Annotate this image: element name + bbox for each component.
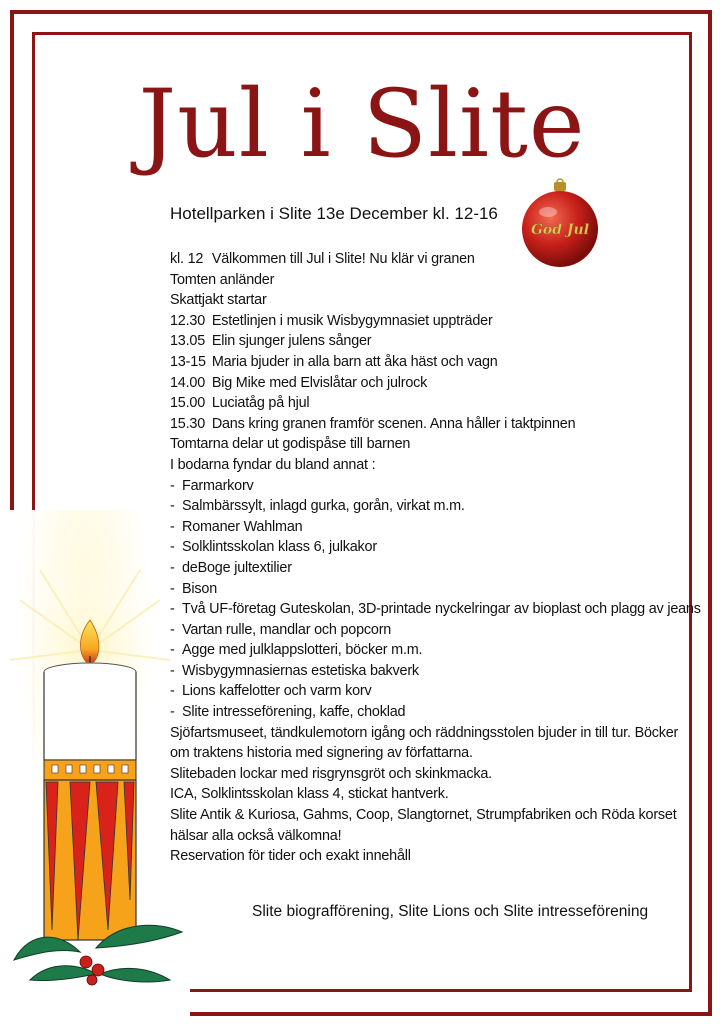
program-time: 13.05 — [170, 333, 206, 350]
program-row — [170, 331, 680, 352]
stall-text: Farmarkorv — [182, 477, 254, 494]
note-line: ICA, Solklintsskolan klass 4, stickat hantverk. — [170, 786, 449, 803]
program-row — [170, 352, 680, 373]
program-text: Luciatåg på hjul — [211, 395, 310, 412]
program-text: Tomtarna delar ut godispåse till barnen — [170, 436, 411, 453]
stall-item: - Salmbärssylt, inlagd gurka, gorån, virkat m.m. — [170, 498, 465, 515]
program-text: I bodarna fyndar du bland annat : — [170, 456, 376, 473]
stall-text: Wisbygymnasiernas estetiska bakverk — [182, 662, 419, 679]
page-title: Jul i Slite — [138, 70, 586, 179]
program-row — [170, 249, 680, 270]
stall-text: Solklintsskolan klass 6, julkakor — [182, 539, 377, 556]
stall-item: - deBoge jultextilier — [170, 559, 292, 576]
stall-item: - Lions kaffelotter och varm korv — [170, 683, 372, 700]
stall-item: - Vartan rulle, mandlar och popcorn — [170, 621, 392, 638]
stall-text: Slite intresseförening, kaffe, choklad — [182, 704, 406, 721]
program-time: 13-15 — [170, 353, 206, 370]
program-row — [170, 393, 680, 414]
stall-item: - Solklintsskolan klass 6, julkakor — [170, 539, 377, 556]
program-text: Maria bjuder in alla barn att åka häst och vagn — [211, 353, 498, 370]
program-text: Estetlinjen i musik Wisbygymnasiet uppträder — [211, 312, 493, 329]
stall-item: - Två UF-företag Guteskolan, 3D-printade nyckelringar av bioplast och plagg av jeans — [170, 601, 701, 618]
program-list — [170, 249, 701, 867]
stall-text: Lions kaffelotter och varm korv — [182, 683, 372, 700]
program-text: Big Mike med Elvislåtar och julrock — [211, 374, 428, 391]
program-time: 15.30 — [170, 415, 206, 432]
stall-text: Agge med julklappslotteri, böcker m.m. — [182, 642, 423, 659]
event-subtitle: Hotellparken i Slite 13e December kl. 12-16 — [170, 204, 498, 223]
program-text: Elin sjunger julens sånger — [211, 333, 372, 350]
stall-text: deBoge jultextilier — [182, 559, 292, 576]
stall-text: Romaner Wahlman — [182, 518, 303, 535]
stall-text: Två UF-företag Guteskolan, 3D-printade nyckelringar av bioplast och plagg av jeans — [182, 601, 701, 618]
program-row — [170, 455, 680, 476]
ornament-text: God Jul — [530, 222, 590, 238]
stall-item: - Farmarkorv — [170, 477, 254, 494]
note-line: Slite Antik & Kuriosa, Gahms, Coop, Slangtornet, Strumpfabriken och Röda korset hälsar alla också välkomna! — [170, 807, 677, 844]
stall-item: - Slite intresseförening, kaffe, choklad — [170, 704, 406, 721]
program-time: 15.00 — [170, 395, 206, 412]
program-row — [170, 290, 680, 311]
stall-text: Vartan rulle, mandlar och popcorn — [182, 621, 392, 638]
program-text: Tomten anländer — [170, 271, 275, 288]
program-row — [170, 373, 680, 394]
stall-text: Bison — [182, 580, 217, 597]
program-text: Dans kring granen framför scenen. Anna håller i taktpinnen — [211, 415, 576, 432]
organizers-footer: Slite biografförening, Slite Lions och Slite intresseförening — [252, 903, 649, 920]
stall-item: - Bison — [170, 580, 217, 597]
note-line: Sjöfartsmuseet, tändkulemotorn igång och räddningsstolen bjuder in till tur. Böcker om traktens historia med signering av författarna. — [170, 724, 679, 762]
program-time: 14.00 — [170, 374, 206, 391]
program-text: Välkommen till Jul i Slite! Nu klär vi granen — [211, 251, 475, 267]
note-line: Reservation för tider och exakt innehåll — [170, 848, 411, 865]
stall-item: - Wisbygymnasiernas estetiska bakverk — [170, 662, 419, 679]
program-row — [170, 434, 680, 455]
program-time: kl. 12 — [170, 251, 204, 267]
stall-item: - Agge med julklappslotteri, böcker m.m. — [170, 642, 423, 659]
note-line: Slitebaden lockar med risgrynsgröt och skinkmacka. — [170, 765, 492, 782]
stall-text: Salmbärssylt, inlagd gurka, gorån, virkat m.m. — [182, 498, 465, 515]
program-row — [170, 311, 680, 332]
program-time: 12.30 — [170, 312, 206, 329]
program-row — [170, 270, 680, 291]
program-row — [170, 414, 680, 435]
program-text: Skattjakt startar — [170, 292, 267, 309]
advent-candle-illustration — [0, 560, 200, 1000]
stall-item: - Romaner Wahlman — [170, 518, 303, 535]
